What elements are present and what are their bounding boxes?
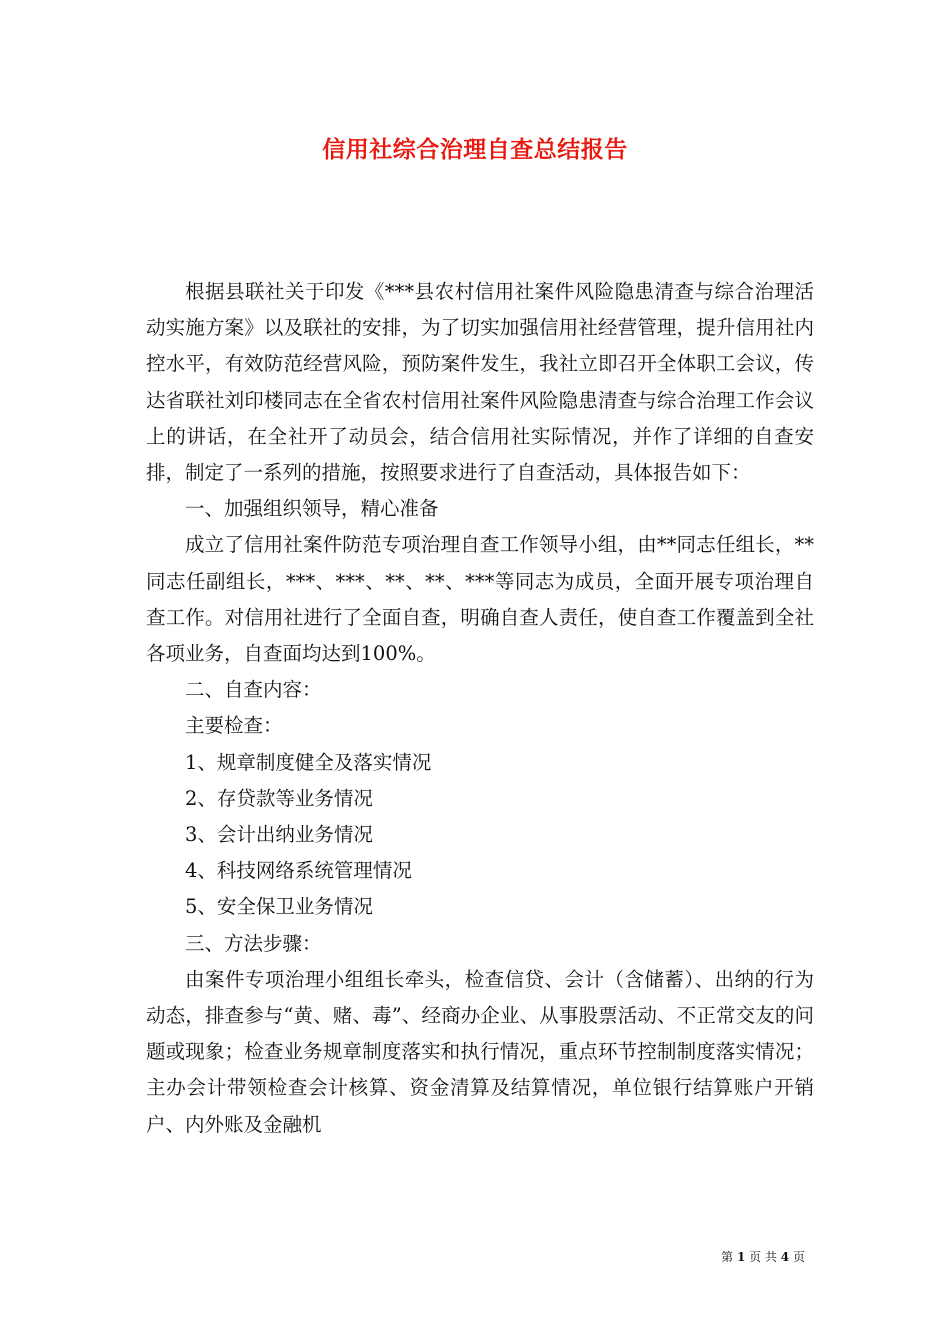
paragraph-methods: 由案件专项治理小组组长牵头，检查信贷、会计（含储蓄）、出纳的行为动态，排查参与“黄、赌、毒”、经商办企业、从事股票活动、不正常交友的问题或现象；检查业务规章制度落实和执行情况，重点环节控制制度落实情况；主办会计带领检查会计核算、资金清算及结算情况，单位银行结算账户开销户、内外账及金融机 [146, 967, 814, 1136]
document-title: 信用社综合治理自查总结报告 [322, 136, 628, 163]
footer-suffix: 页 [792, 1250, 805, 1264]
section-heading-2: 二、自查内容： [185, 678, 322, 702]
footer-prefix: 第 [721, 1250, 734, 1264]
list-intro: 主要检查： [185, 714, 283, 738]
section-heading-1: 一、加强组织领导，精心准备 [185, 497, 439, 521]
list-item: 4、科技网络系统管理情况 [185, 859, 412, 883]
list-item: 1、规章制度健全及落实情况 [185, 750, 432, 774]
document-body [146, 274, 814, 1143]
footer-middle: 页 共 [749, 1250, 777, 1264]
list-item: 5、安全保卫业务情况 [185, 895, 373, 919]
page-footer [721, 1248, 805, 1265]
footer-page-number: 1 [736, 1250, 746, 1264]
list-item: 3、会计出纳业务情况 [185, 823, 373, 847]
list-item: 2、存贷款等业务情况 [185, 786, 373, 810]
paragraph-intro: 根据县联社关于印发《***县农村信用社案件风险隐患清查与综合治理活动实施方案》以及联社的安排，为了切实加强信用社经营管理，提升信用社内控水平，有效防范经营风险，预防案件发生，我社立即召开全体职工会议，传达省联社刘印楼同志在全省农村信用社案件风险隐患清查与综合治理工作会议上的讲话，在全社开了动员会，结合信用社实际情况，并作了详细的自查安排，制定了一系列的措施，按照要求进行了自查活动，具体报告如下： [146, 280, 814, 485]
paragraph-organization: 成立了信用社案件防范专项治理自查工作领导小组，由**同志任组长，**同志任副组长，***、***、**、**、***等同志为成员，全面开展专项治理自查工作。对信用社进行了全面自查，明确自查人责任，使自查工作覆盖到全社各项业务，自查面均达到100%。 [146, 533, 814, 666]
section-heading-3: 三、方法步骤： [185, 931, 322, 955]
footer-total-pages: 4 [780, 1250, 790, 1264]
